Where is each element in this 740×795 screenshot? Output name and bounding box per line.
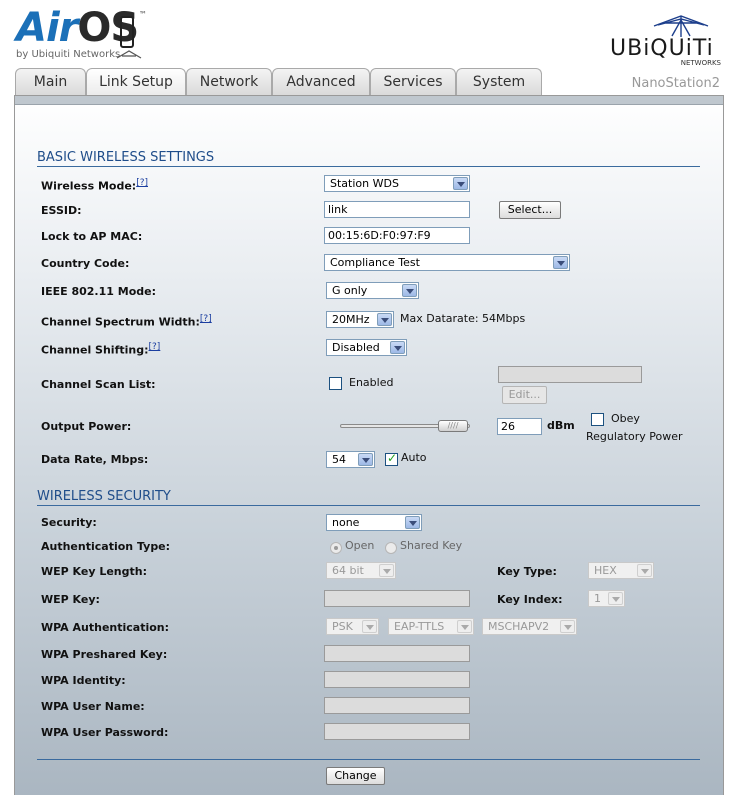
wireless-mode-label: Wireless Mode:[?] — [41, 178, 148, 193]
chevron-down-icon — [358, 453, 373, 466]
chevron-down-icon — [560, 620, 575, 633]
scan-list-input[interactable] — [498, 366, 642, 383]
chevron-down-icon — [608, 592, 623, 605]
basic-section-divider — [37, 166, 700, 167]
wpa-identity-label: WPA Identity: — [41, 674, 126, 687]
ubiquiti-logo — [610, 14, 725, 70]
auth-open-radio[interactable] — [330, 542, 342, 554]
wpa-psk-input[interactable] — [324, 645, 470, 662]
wpa-user-label: WPA User Name: — [41, 700, 145, 713]
dbm-unit: dBm — [547, 419, 575, 432]
essid-select-button[interactable]: Select... — [499, 201, 561, 219]
auth-open-label: Open — [345, 539, 375, 552]
output-power-input[interactable]: 26 — [497, 418, 542, 435]
wpa-password-label: WPA User Password: — [41, 726, 169, 739]
auth-type-label: Authentication Type: — [41, 540, 171, 553]
device-model: NanoStation2 — [631, 76, 720, 91]
scan-enabled-label: Enabled — [349, 376, 394, 389]
wireless-mode-select[interactable]: Station WDS — [324, 175, 470, 192]
key-index-label: Key Index: — [497, 593, 563, 606]
auth-shared-key-label: Shared Key — [400, 539, 463, 552]
wpa-auth-label: WPA Authentication: — [41, 621, 170, 634]
scan-edit-button[interactable]: Edit... — [502, 386, 547, 404]
footer-divider — [37, 759, 700, 760]
wireless-security-title: WIRELESS SECURITY — [37, 489, 171, 504]
basic-wireless-title: BASIC WIRELESS SETTINGS — [37, 150, 215, 165]
auto-rate-checkbox[interactable] — [385, 453, 398, 466]
wpa-password-input[interactable] — [324, 723, 470, 740]
wpa-auth-select[interactable]: PSK — [326, 618, 379, 635]
chevron-down-icon — [390, 341, 405, 354]
spectrum-width-label: Channel Spectrum Width:[?] — [41, 314, 212, 329]
inner-auth-select[interactable]: MSCHAPV2 — [482, 618, 577, 635]
tab-services[interactable]: Services — [370, 68, 456, 96]
data-rate-select[interactable]: 54 — [326, 451, 375, 468]
key-index-select[interactable]: 1 — [588, 590, 625, 607]
essid-label: ESSID: — [41, 204, 82, 217]
output-power-label: Output Power: — [41, 420, 132, 433]
chevron-down-icon — [377, 313, 392, 326]
chevron-down-icon — [637, 564, 652, 577]
tab-main[interactable]: Main — [15, 68, 86, 96]
chevron-down-icon — [457, 620, 472, 633]
channel-shifting-select[interactable]: Disabled — [326, 339, 407, 356]
wep-key-label: WEP Key: — [41, 593, 100, 606]
panel-top-strip — [15, 96, 723, 105]
security-label: Security: — [41, 516, 97, 529]
logo-air-text: Air — [16, 5, 78, 51]
ubiquiti-tower-icon — [652, 14, 710, 38]
ieee-mode-select[interactable]: G only — [326, 282, 419, 299]
chevron-down-icon — [453, 177, 468, 190]
tab-system[interactable]: System — [456, 68, 542, 96]
ubiquiti-networks-text: NETWORKS — [680, 59, 721, 67]
channel-scan-label: Channel Scan List: — [41, 378, 156, 391]
spectrum-width-select[interactable]: 20MHz — [326, 311, 394, 328]
ubiquiti-brand: UBiQUiTi — [610, 36, 714, 61]
eap-method-select[interactable]: EAP-TTLS — [388, 618, 474, 635]
auto-rate-label: Auto — [401, 451, 427, 464]
spectrum-width-help-link[interactable]: [?] — [199, 314, 212, 324]
chevron-down-icon — [553, 256, 568, 269]
lock-mac-label: Lock to AP MAC: — [41, 230, 143, 243]
obey-regulatory-checkbox[interactable] — [591, 413, 604, 426]
chevron-down-icon — [402, 284, 417, 297]
chevron-down-icon — [405, 516, 420, 529]
logo-tm: ™ — [139, 10, 147, 19]
scan-enabled-checkbox[interactable] — [329, 377, 342, 390]
max-datarate-text: Max Datarate: 54Mbps — [400, 312, 526, 325]
country-code-select[interactable]: Compliance Test — [324, 254, 570, 271]
wpa-identity-input[interactable] — [324, 671, 470, 688]
security-select[interactable]: none — [326, 514, 422, 531]
wep-key-input[interactable] — [324, 590, 470, 607]
change-button[interactable]: Change — [326, 767, 385, 785]
key-type-select[interactable]: HEX — [588, 562, 654, 579]
country-code-label: Country Code: — [41, 257, 130, 270]
essid-input[interactable]: link — [324, 201, 470, 218]
channel-shifting-help-link[interactable]: [?] — [148, 342, 161, 352]
wpa-user-input[interactable] — [324, 697, 470, 714]
chevron-down-icon — [379, 564, 394, 577]
tab-link-setup[interactable]: Link Setup — [86, 68, 186, 97]
data-rate-label: Data Rate, Mbps: — [41, 453, 149, 466]
output-power-slider-thumb[interactable]: //// — [438, 420, 468, 432]
lock-mac-input[interactable]: 00:15:6D:F0:97:F9 — [324, 227, 470, 244]
logo-antenna-icon — [116, 48, 142, 60]
settings-panel — [14, 95, 724, 795]
chevron-down-icon — [362, 620, 377, 633]
regulatory-power-label: Regulatory Power — [586, 430, 683, 443]
auth-shared-key-radio[interactable] — [385, 542, 397, 554]
tab-advanced[interactable]: Advanced — [272, 68, 370, 96]
wireless-mode-help-link[interactable]: [?] — [136, 178, 148, 188]
wpa-psk-label: WPA Preshared Key: — [41, 648, 168, 661]
security-section-divider — [37, 505, 700, 506]
tab-network[interactable]: Network — [186, 68, 272, 96]
logo-os-text: OS — [77, 5, 139, 51]
wep-key-length-label: WEP Key Length: — [41, 565, 147, 578]
wep-key-length-select[interactable]: 64 bit — [326, 562, 396, 579]
logo-subtitle: by Ubiquiti Networks — [16, 49, 121, 60]
logo-device-icon — [120, 16, 134, 48]
key-type-label: Key Type: — [497, 565, 557, 578]
obey-label: Obey — [611, 412, 640, 425]
ieee-mode-label: IEEE 802.11 Mode: — [41, 285, 156, 298]
channel-shifting-label: Channel Shifting:[?] — [41, 342, 161, 357]
